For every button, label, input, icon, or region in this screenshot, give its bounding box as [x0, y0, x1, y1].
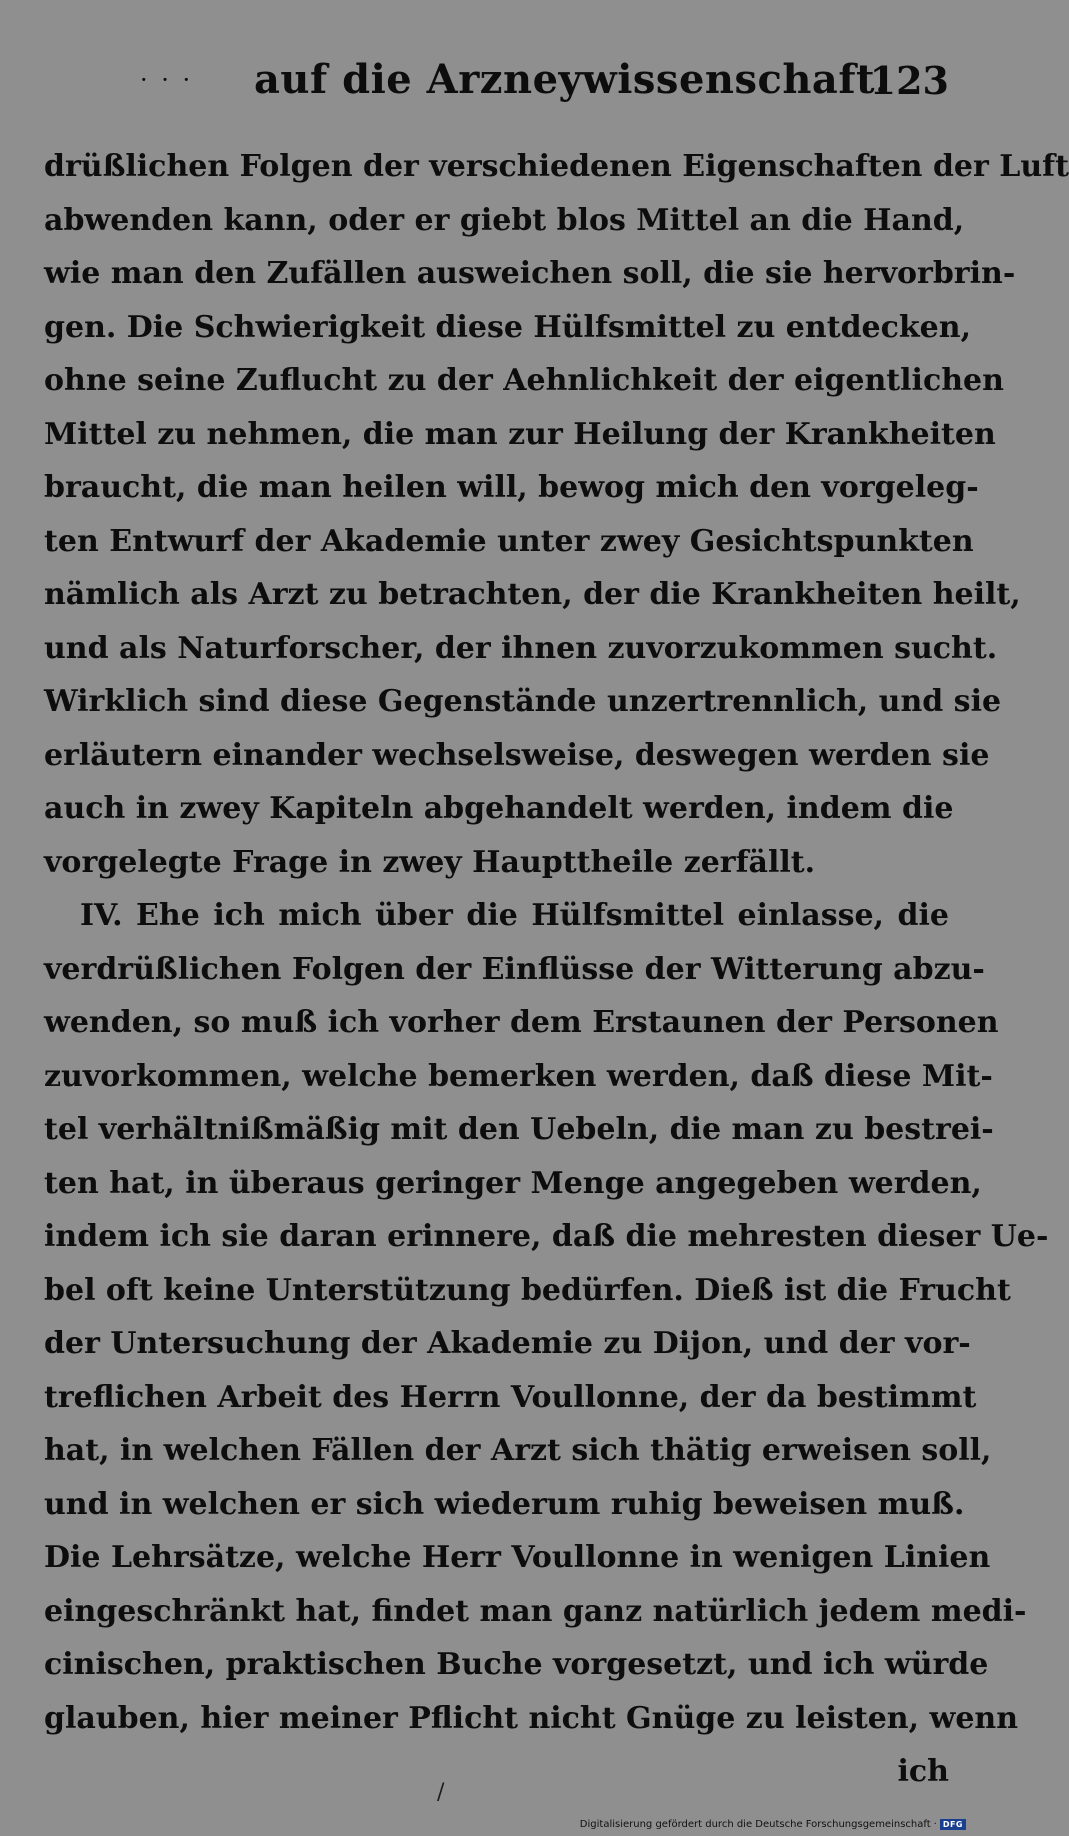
text-line: glauben, hier meiner Pflicht nicht Gnüge zu leisten, wenn: [44, 1700, 1019, 1736]
text-line: und in welchen er sich wiederum ruhig beweisen muß.: [44, 1486, 965, 1522]
text-line: cinischen, praktischen Buche vorgesetzt, und ich würde: [44, 1647, 989, 1682]
text-line: ten hat, in überaus geringer Menge angegeben werden,: [44, 1165, 982, 1201]
text-line: Die Lehrsätze, welche Herr Voullonne in wenigen Linien: [44, 1540, 991, 1575]
text-line: treflichen Arbeit des Herrn Voullonne, der da bestimmt: [44, 1379, 977, 1415]
text-line: der Untersuchung der Akademie zu Dijon, und der vor-: [44, 1326, 971, 1361]
text-line: verdrüßlichen Folgen der Einflüsse der Witterung abzu-: [44, 951, 985, 987]
text-line: braucht, die man heilen will, bewog mich den vorgeleg-: [44, 470, 979, 505]
text-line: auch in zwey Kapiteln abgehandelt werden, indem die: [44, 791, 954, 826]
text-line: Wirklich sind diese Gegenstände unzertrennlich, und sie: [44, 684, 1002, 719]
text-line: hat, in welchen Fällen der Arzt sich thätig erweisen soll,: [44, 1433, 992, 1468]
text-line: und als Naturforscher, der ihnen zuvorzukommen sucht.: [44, 630, 998, 666]
text-line: abwenden kann, oder er giebt blos Mittel an die Hand,: [44, 202, 965, 238]
header-dots: · · ·: [140, 66, 194, 94]
text-line: ohne seine Zuflucht zu der Aehnlichkeit der eigentlichen: [44, 363, 1004, 398]
text-line: gen. Die Schwierigkeit diese Hülfsmittel zu entdecken,: [44, 309, 972, 345]
text-line: zuvorkommen, welche bemerken werden, daß diese Mit-: [44, 1058, 993, 1094]
page-number: 123: [869, 58, 949, 103]
text-line: Mittel zu nehmen, die man zur Heilung der Krankheiten: [44, 416, 996, 452]
text-line: vorgelegte Frage in zwey Haupttheile zerfällt.: [44, 844, 816, 880]
digitization-credit: Digitalisierung gefördert durch die Deutsche Forschungsgemeinschaft · DFG: [580, 1819, 966, 1830]
dfg-logo: DFG: [940, 1819, 966, 1830]
text-line: wenden, so muß ich vorher dem Erstaunen der Personen: [44, 1005, 999, 1040]
text-line: indem ich sie daran erinnere, daß die mehresten dieser Ue-: [44, 1219, 1049, 1254]
text-line: drüßlichen Folgen der verschiedenen Eigenschaften der Luft: [44, 149, 1069, 184]
page-header: [44, 52, 949, 112]
text-line: nämlich als Arzt zu betrachten, der die Krankheiten heilt,: [44, 577, 1021, 612]
text-line: eingeschränkt hat, findet man ganz natürlich jedem medi-: [44, 1593, 1027, 1629]
text-line: erläutern einander wechselsweise, deswegen werden sie: [44, 737, 990, 773]
credit-text: Digitalisierung gefördert durch die Deutsche Forschungsgemeinschaft: [579, 1819, 931, 1830]
paragraph-start-line: IV. Ehe ich mich über die Hülfsmittel einlasse, die: [80, 898, 949, 933]
catchword: ich: [897, 1754, 949, 1789]
text-line: ten Entwurf der Akademie unter zwey Gesichtspunkten: [44, 523, 974, 559]
text-line: wie man den Zufällen ausweichen soll, die sie hervorbrin-: [44, 256, 1016, 291]
running-title: auf die Arzneywissenschaft.: [254, 56, 890, 103]
body-text: [44, 140, 1069, 1799]
text-line: bel oft keine Unterstützung bedürfen. Dieß ist die Frucht: [44, 1272, 1011, 1308]
scan-speck-mark: /: [437, 1780, 445, 1805]
text-line: tel verhältnißmäßig mit den Uebeln, die man zu bestrei-: [44, 1112, 994, 1147]
